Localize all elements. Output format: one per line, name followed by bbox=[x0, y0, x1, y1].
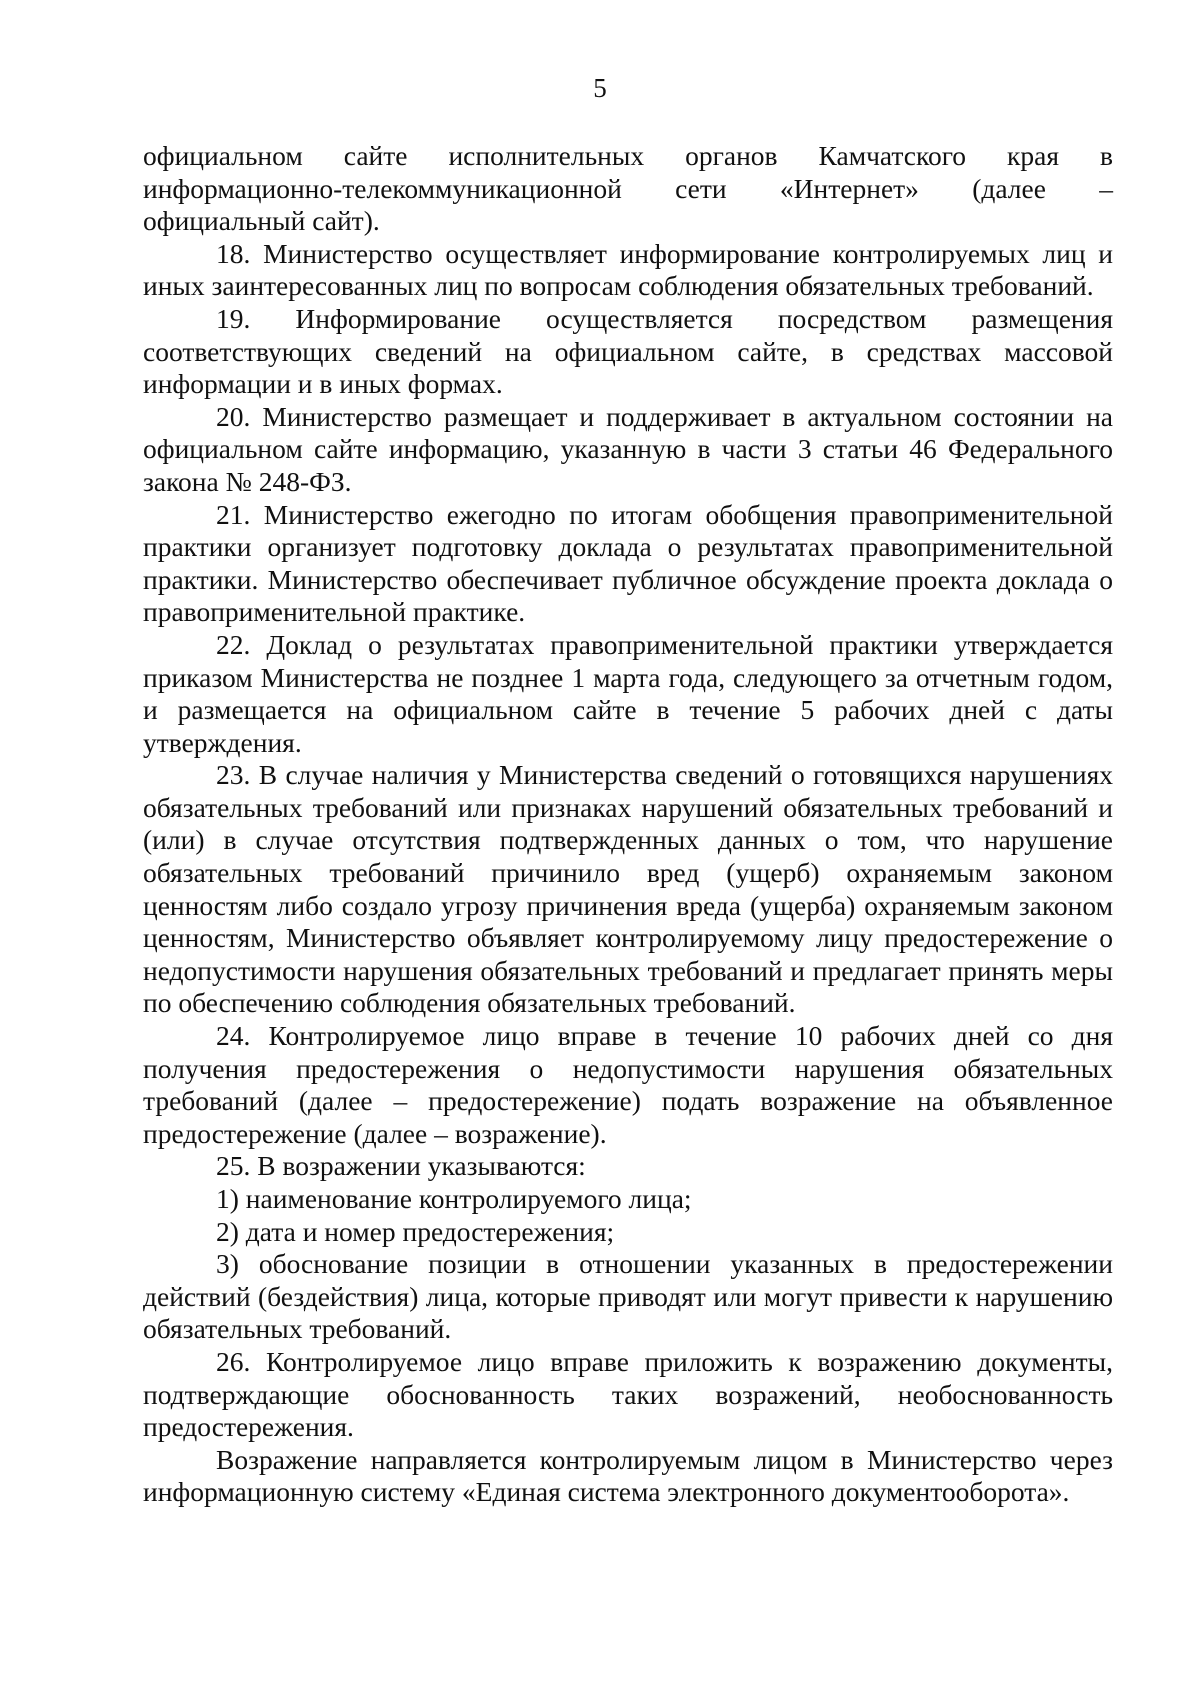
page-number: 5 bbox=[593, 73, 607, 103]
text-line: официальный сайт). bbox=[143, 205, 380, 237]
paragraph-26: 26. Контролируемое лицо вправе приложить к возражению документы, подтверждающие обоснованность таких возражений, необоснованность предостережения. bbox=[143, 1345, 1113, 1443]
paragraph-23: 23. В случае наличия у Министерства сведений о готовящихся нарушениях обязательных требований или признаках нарушений обязательных требований и (или) в случае отсутствия подтвержденных данных о том, что нарушение обязательных требований причинило вред (ущерб) охраняемым законом ценностям либо создало угрозу причинения вреда (ущерба) охраняемым законом ценностям, Министерство объявляет контролируемому лицу предостережение о недопустимости нарушения обязательных требований и предлагает принять меры по обеспечению соблюдения обязательных требований. bbox=[143, 759, 1113, 1019]
paragraph-26-objection-delivery: Возражение направляется контролируемым лицом в Министерство через информационную систему «Единая система электронного документооборота». bbox=[143, 1443, 1113, 1508]
paragraph-25-item-3: 3) обоснование позиции в отношении указанных в предостережении действий (бездействия) лица, которые приводят или могут привести к нарушению обязательных требований. bbox=[143, 1248, 1113, 1345]
document-body bbox=[143, 140, 1113, 1509]
paragraph-continuation bbox=[143, 140, 1113, 238]
paragraph-22: 22. Доклад о результатах правоприменительной практики утверждается приказом Министерства не позднее 1 марта года, следующего за отчетным годом, и размещается на официальном сайте в течение 5 рабочих дней с даты утверждения. bbox=[143, 628, 1113, 758]
paragraph-19: 19. Информирование осуществляется посредством размещения соответствующих сведений на официальном сайте, в средствах массовой информации и в иных формах. bbox=[143, 302, 1113, 400]
text-line: информационно-телекоммуникационной сети «Интернет» (далее – bbox=[143, 172, 1113, 204]
paragraph-25-item-2: 2) дата и номер предостережения; bbox=[216, 1215, 615, 1247]
paragraph-21: 21. Министерство ежегодно по итогам обобщения правоприменительной практики организует подготовку доклада о результатах правоприменительной практики. Министерство обеспечивает публичное обсуждение проекта доклада о правоприменительной практике. bbox=[143, 498, 1113, 628]
paragraph-18: 18. Министерство осуществляет информирование контролируемых лиц и иных заинтересованных лиц по вопросам соблюдения обязательных требований. bbox=[143, 237, 1113, 302]
paragraph-20: 20. Министерство размещает и поддерживает в актуальном состоянии на официальном сайте информацию, указанную в части 3 статьи 46 Федерального закона № 248-ФЗ. bbox=[143, 400, 1113, 497]
paragraph-24: 24. Контролируемое лицо вправе в течение 10 рабочих дней со дня получения предостережения о недопустимости нарушения обязательных требований (далее – предостережение) подать возражение на объявленное предостережение (далее – возражение). bbox=[143, 1020, 1113, 1149]
text-line: официальном сайте исполнительных органов Камчатского края в bbox=[143, 140, 1113, 171]
paragraph-25: 25. В возражении указываются: bbox=[216, 1150, 586, 1182]
paragraph-25-item-1: 1) наименование контролируемого лица; bbox=[216, 1183, 692, 1214]
